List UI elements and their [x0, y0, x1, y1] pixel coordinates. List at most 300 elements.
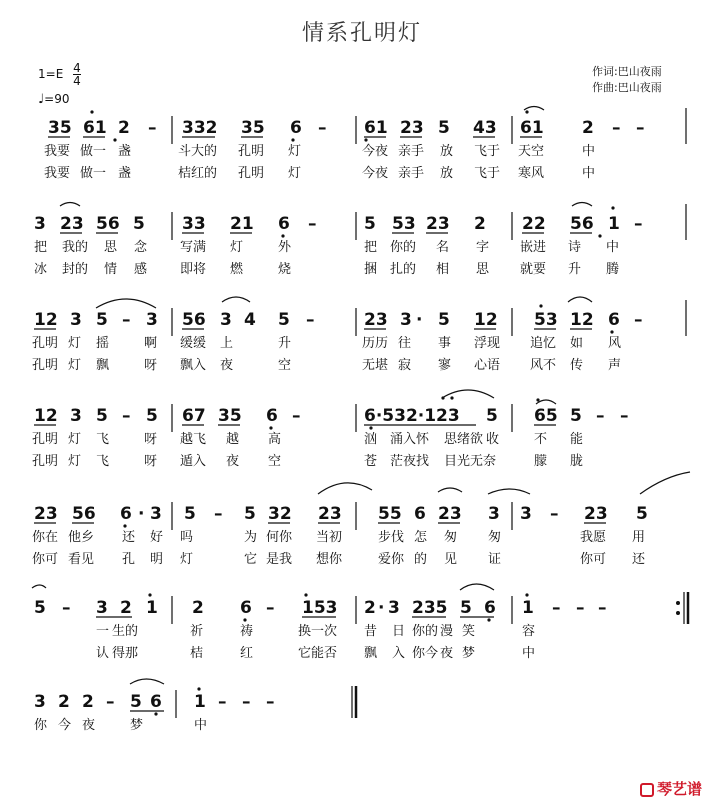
note: 5	[130, 692, 142, 712]
lyric-verse-1: 孔明	[32, 432, 59, 447]
lyric-verse-2: 认	[96, 646, 110, 661]
lyric-verse-2: 无堪	[362, 358, 389, 373]
lyric-verse-1: 中	[582, 144, 596, 159]
note: 35	[218, 406, 242, 426]
slur	[524, 107, 544, 111]
lyric-verse-2: 你可	[32, 552, 59, 567]
lyric-verse-2: 寥	[438, 358, 452, 373]
lyric-verse-2: 寂	[398, 358, 412, 373]
note: –	[122, 406, 131, 426]
note: 5	[184, 504, 196, 524]
note: 5	[96, 310, 108, 330]
lyric-verse-1: 能	[570, 432, 584, 447]
note: 2	[118, 118, 130, 138]
lyric-verse-2: 盏	[118, 166, 132, 181]
note: 12	[34, 310, 58, 330]
lyric-verse-2: 还	[632, 552, 646, 567]
lyric-verse-1: 匆	[444, 530, 458, 545]
octave-dot	[539, 304, 542, 307]
octave-dot	[364, 138, 367, 141]
note: 1	[146, 598, 158, 618]
lyric-verse-2: 夜	[440, 646, 454, 661]
note: –	[552, 598, 561, 618]
note: –	[576, 598, 585, 618]
slur	[488, 489, 530, 494]
note: 23	[584, 504, 608, 524]
lyric-verse-1: 外	[278, 240, 292, 255]
octave-dot	[525, 593, 528, 596]
note: –	[318, 118, 327, 138]
lyric-verse-1: 诗	[568, 240, 582, 255]
note: 6	[278, 214, 290, 234]
note: 153	[302, 598, 338, 618]
lyric-verse-1: 今夜	[362, 144, 389, 159]
lyric-verse-1: 灯	[230, 240, 244, 255]
note: 5	[570, 406, 582, 426]
note: 2	[582, 118, 594, 138]
lyric-verse-1: 你	[34, 718, 48, 733]
note: 5	[364, 214, 376, 234]
lyric-verse-1: 我愿	[580, 530, 607, 545]
lyric-verse-1: 灯	[288, 144, 302, 159]
note: 2	[58, 692, 70, 712]
note: 23	[426, 214, 450, 234]
lyric-verse-2: 相	[436, 262, 450, 277]
lyric-verse-2: 燃	[230, 262, 244, 277]
lyric-verse-1: 夜	[82, 718, 96, 733]
note: 61	[83, 118, 107, 138]
slur	[318, 483, 372, 494]
lyric-verse-2: 就要	[520, 262, 547, 277]
lyric-verse-2: 飘	[364, 646, 378, 661]
lyric-verse-2: 风不	[530, 358, 557, 373]
lyric-verse-2: 是我	[266, 552, 293, 567]
lyric-verse-1: 嵌进	[520, 240, 547, 255]
lyric-verse-2: 红	[240, 646, 254, 661]
note: 2	[192, 598, 204, 618]
lyricist: 作词:巴山夜雨	[592, 65, 662, 78]
octave-dot	[281, 234, 284, 237]
key-signature	[38, 62, 81, 87]
lyric-verse-1: 好	[150, 530, 164, 545]
octave-dot	[243, 618, 246, 621]
lyric-verse-1: 收	[486, 432, 500, 447]
note: 6	[240, 598, 252, 618]
lyric-verse-1: 思绪	[444, 432, 471, 447]
octave-dot	[598, 234, 601, 237]
lyric-verse-1: 怎	[414, 530, 428, 545]
quarter-note-icon: ♩	[38, 92, 45, 107]
note: –	[292, 406, 301, 426]
key-label: 1=E	[38, 67, 64, 81]
note: 6	[484, 598, 496, 618]
lyric-verse-1: 名	[436, 240, 450, 255]
octave-dot	[154, 712, 157, 715]
note: 23	[318, 504, 342, 524]
lyric-verse-2: 空	[278, 358, 292, 373]
lyric-verse-2: 你可	[580, 552, 607, 567]
lyric-verse-2: 目光	[444, 454, 471, 469]
note: –	[620, 406, 629, 426]
note: –	[214, 504, 223, 524]
lyric-verse-2: 放	[440, 166, 454, 181]
lyric-verse-2: 飞	[96, 454, 110, 469]
note: 3	[488, 504, 500, 524]
note: 5	[438, 310, 450, 330]
lyric-verse-1: 历历	[362, 336, 389, 351]
lyric-verse-1: 匆	[488, 530, 502, 545]
lyric-verse-2: 遁入	[180, 454, 207, 469]
time-signature	[73, 62, 81, 87]
lyric-verse-2: 无奈	[470, 454, 497, 469]
lyric-verse-1: 中	[606, 240, 620, 255]
lyric-verse-1: 天空	[518, 144, 545, 159]
lyric-verse-1: 吗	[180, 530, 194, 545]
lyric-verse-1: 升	[278, 336, 292, 351]
lyric-verse-1: 思	[104, 240, 118, 255]
note: 2	[364, 598, 376, 618]
note: ·	[138, 504, 145, 524]
lyric-verse-1: 一	[96, 624, 110, 639]
note: 56	[182, 310, 206, 330]
slur	[60, 203, 80, 207]
lyric-verse-1: 我的	[62, 240, 89, 255]
octave-dot	[113, 138, 116, 141]
octave-dot	[450, 396, 453, 399]
octave-dot	[610, 330, 613, 333]
lyric-verse-1: 亲手	[398, 144, 425, 159]
lyric-verse-2: 灯	[288, 166, 302, 181]
note: 5	[278, 310, 290, 330]
credits	[592, 64, 662, 96]
note: 5	[438, 118, 450, 138]
octave-dot	[123, 524, 126, 527]
lyric-verse-2: 桔红的	[178, 166, 218, 181]
repeat-dot	[676, 601, 680, 605]
note: 5	[34, 598, 46, 618]
note: 3	[388, 598, 400, 618]
lyric-verse-1: 把	[364, 240, 378, 255]
lyric-verse-1: 为	[244, 530, 258, 545]
note: 6	[266, 406, 278, 426]
slur	[442, 390, 494, 398]
lyric-verse-2: 腾	[606, 262, 620, 277]
lyric-verse-2: 烧	[278, 262, 292, 277]
octave-dot	[525, 110, 528, 113]
note: ·	[378, 598, 385, 618]
lyric-verse-1: 用	[632, 530, 646, 545]
note: 3	[220, 310, 232, 330]
octave-dot	[90, 110, 93, 113]
lyric-verse-1: 念	[134, 240, 148, 255]
lyric-verse-2: 梦	[462, 646, 476, 661]
tempo-marking	[38, 92, 69, 107]
lyric-verse-2: 中	[582, 166, 596, 181]
lyric-verse-2: 空	[268, 454, 282, 469]
song-title: 情系孔明灯	[301, 21, 422, 46]
note: 23	[34, 504, 58, 524]
note: 53	[392, 214, 416, 234]
note: 22	[522, 214, 546, 234]
lyric-verse-1: 缓缓	[180, 336, 207, 351]
note: 32	[268, 504, 292, 524]
note: –	[636, 118, 645, 138]
lyric-verse-1: 还	[122, 530, 136, 545]
lyric-verse-2: 升	[568, 262, 582, 277]
lyric-verse-1: 盏	[118, 144, 132, 159]
lyric-verse-1: 容	[522, 624, 536, 639]
lyric-verse-2: 孔明	[238, 166, 265, 181]
note: –	[634, 214, 643, 234]
lyric-verse-2: 它能否	[298, 646, 338, 661]
lyric-verse-1: 斗大的	[178, 144, 218, 159]
lyric-verse-2: 声	[608, 358, 622, 373]
note: 12	[474, 310, 498, 330]
note: –	[266, 598, 275, 618]
lyric-verse-1: 换一次	[298, 624, 338, 639]
octave-dot	[611, 206, 614, 209]
lyric-verse-2: 胧	[570, 454, 584, 469]
note: 67	[182, 406, 206, 426]
lyric-verse-1: 往	[398, 336, 412, 351]
note: 2	[120, 598, 132, 618]
note: 56	[96, 214, 120, 234]
note: –	[106, 692, 115, 712]
lyric-verse-2: 茫夜找	[390, 454, 430, 469]
octave-dot	[369, 426, 372, 429]
note: 5	[146, 406, 158, 426]
note: 3	[34, 692, 46, 712]
repeat-dot	[676, 611, 680, 615]
lyric-verse-1: 步伐	[378, 530, 405, 545]
slur	[640, 472, 690, 494]
note: –	[306, 310, 315, 330]
lyric-verse-2: 做一	[80, 166, 107, 181]
lyric-verse-1: 飞于	[474, 144, 501, 159]
lyric-verse-2: 冰	[34, 262, 48, 277]
lyric-verse-1: 中	[194, 718, 208, 733]
lyric-verse-2: 得那	[112, 646, 139, 661]
lyric-verse-1: 涌入怀	[390, 432, 430, 447]
lyric-verse-1: 昔	[364, 624, 378, 639]
lyric-verse-1: 写满	[180, 240, 207, 255]
octave-dot	[291, 138, 294, 141]
lyric-verse-2: 朦	[534, 454, 548, 469]
lyric-verse-2: 夜	[220, 358, 234, 373]
lyric-verse-2: 孔明	[32, 454, 59, 469]
lyric-verse-2: 今夜	[362, 166, 389, 181]
note: 235	[412, 598, 448, 618]
lyric-verse-1: 摇	[96, 336, 110, 351]
lyric-verse-2: 呀	[144, 358, 158, 373]
time-top: 4	[73, 61, 81, 75]
lyric-verse-2: 飘	[96, 358, 110, 373]
lyric-verse-1: 越	[226, 432, 240, 447]
note: 3	[34, 214, 46, 234]
lyric-verse-1: 不	[534, 432, 548, 447]
lyric-verse-2: 封的	[62, 262, 89, 277]
note: –	[148, 118, 157, 138]
lyric-verse-1: 放	[440, 144, 454, 159]
note: 6	[150, 692, 162, 712]
note: –	[634, 310, 643, 330]
lyric-verse-2: 爱你	[378, 552, 405, 567]
lyric-verse-1: 你的	[390, 240, 417, 255]
lyric-verse-1: 风	[608, 336, 622, 351]
lyric-verse-2: 心语	[474, 358, 501, 373]
lyric-verse-1: 欲	[470, 432, 484, 447]
octave-dot	[441, 396, 444, 399]
slur	[572, 203, 592, 207]
lyric-verse-1: 当初	[316, 530, 343, 545]
lyric-verse-1: 他乡	[68, 530, 95, 545]
note: 61	[520, 118, 544, 138]
note: 1	[608, 214, 620, 234]
lyric-verse-1: 你在	[32, 530, 59, 545]
lyric-verse-2: 夜	[226, 454, 240, 469]
slur	[32, 585, 46, 588]
note: –	[550, 504, 559, 524]
site-logo	[640, 778, 702, 799]
lyric-verse-1: 浮现	[474, 336, 501, 351]
lyric-verse-1: 漫	[440, 624, 454, 639]
note: 3	[70, 406, 82, 426]
lyric-verse-2: 捆	[364, 262, 378, 277]
note: 4	[244, 310, 256, 330]
lyric-verse-1: 灯	[68, 432, 82, 447]
note: 33	[182, 214, 206, 234]
lyric-verse-2: 孔明	[32, 358, 59, 373]
octave-dot	[269, 426, 272, 429]
note: 65	[534, 406, 558, 426]
lyric-verse-2: 想你	[316, 552, 343, 567]
note: 43	[473, 118, 497, 138]
lyric-verse-2: 看见	[68, 552, 95, 567]
note: 3	[150, 504, 162, 524]
note: 3	[400, 310, 412, 330]
note: 23	[364, 310, 388, 330]
lyric-verse-1: 你的	[412, 624, 439, 639]
composer: 作曲:巴山夜雨	[592, 81, 662, 94]
lyric-verse-2: 苍	[364, 454, 378, 469]
logo-icon	[640, 783, 654, 797]
lyric-verse-1: 何你	[266, 530, 293, 545]
logo-text: 琴艺谱	[657, 780, 703, 798]
lyric-verse-2: 见	[444, 552, 458, 567]
note: 61	[364, 118, 388, 138]
note: 23	[400, 118, 424, 138]
note: 3	[146, 310, 158, 330]
lyric-verse-2: 你今	[412, 646, 439, 661]
lyric-verse-2: 我要	[44, 166, 71, 181]
lyric-verse-2: 飘入	[180, 358, 207, 373]
lyric-verse-1: 汹	[364, 432, 378, 447]
note: 3	[70, 310, 82, 330]
note: 5	[133, 214, 145, 234]
lyric-verse-1: 字	[476, 240, 490, 255]
note: 332	[182, 118, 218, 138]
lyric-verse-2: 传	[570, 358, 584, 373]
octave-dot	[148, 593, 151, 596]
note: 6	[120, 504, 132, 524]
note: 21	[230, 214, 254, 234]
note: 35	[48, 118, 72, 138]
octave-dot	[487, 618, 490, 621]
lyric-verse-2: 亲手	[398, 166, 425, 181]
note: 5	[244, 504, 256, 524]
lyric-verse-2: 中	[522, 646, 536, 661]
lyric-verse-2: 桔	[190, 646, 204, 661]
lyric-verse-2: 情	[104, 262, 118, 277]
lyric-verse-2: 它	[244, 552, 258, 567]
lyric-verse-1: 做一	[80, 144, 107, 159]
note: 6	[290, 118, 302, 138]
lyric-verse-1: 事	[438, 336, 452, 351]
lyric-verse-1: 孔明	[32, 336, 59, 351]
note: 53	[534, 310, 558, 330]
lyric-verse-2: 灯	[68, 454, 82, 469]
note: 23	[60, 214, 84, 234]
octave-dot	[536, 398, 539, 401]
lyric-verse-2: 呀	[144, 454, 158, 469]
slur	[568, 297, 592, 302]
lyric-verse-2: 证	[488, 552, 502, 567]
note: 1	[194, 692, 206, 712]
note: 3	[520, 504, 532, 524]
lyric-verse-2: 扎的	[390, 262, 417, 277]
lyric-verse-2: 灯	[68, 358, 82, 373]
note: 2	[82, 692, 94, 712]
note: 5	[96, 406, 108, 426]
note: 12	[570, 310, 594, 330]
lyric-verse-1: 我要	[44, 144, 71, 159]
note: ·	[416, 310, 423, 330]
lyric-verse-1: 灯	[68, 336, 82, 351]
lyric-verse-1: 生的	[112, 624, 139, 639]
lyric-verse-1: 梦	[130, 718, 144, 733]
lyric-verse-1: 啊	[144, 336, 158, 351]
lyric-verse-2: 寒风	[518, 166, 545, 181]
lyric-verse-1: 笑	[462, 624, 476, 639]
lyric-verse-1: 飞	[96, 432, 110, 447]
slur	[536, 400, 556, 404]
lyric-verse-1: 日	[392, 624, 406, 639]
lyric-verse-2: 入	[392, 646, 406, 661]
octave-dot	[197, 687, 200, 690]
lyric-verse-1: 高	[268, 432, 282, 447]
octave-dot	[304, 593, 307, 596]
note: –	[242, 692, 251, 712]
note: 5	[460, 598, 472, 618]
lyric-verse-1: 呀	[144, 432, 158, 447]
note: 5	[636, 504, 648, 524]
note: 3	[96, 598, 108, 618]
lyric-verse-2: 明	[150, 552, 164, 567]
note: 6	[414, 504, 426, 524]
slur	[222, 297, 250, 302]
lyric-verse-2: 感	[134, 262, 148, 277]
lyric-verse-1: 越飞	[180, 432, 207, 447]
note: 56	[72, 504, 96, 524]
note: –	[266, 692, 275, 712]
note: 5	[486, 406, 498, 426]
slur	[130, 679, 164, 684]
note: 6·532·123	[364, 406, 460, 426]
lyric-verse-1: 孔明	[238, 144, 265, 159]
note: 56	[570, 214, 594, 234]
note: –	[62, 598, 71, 618]
lyric-verse-2: 飞于	[474, 166, 501, 181]
